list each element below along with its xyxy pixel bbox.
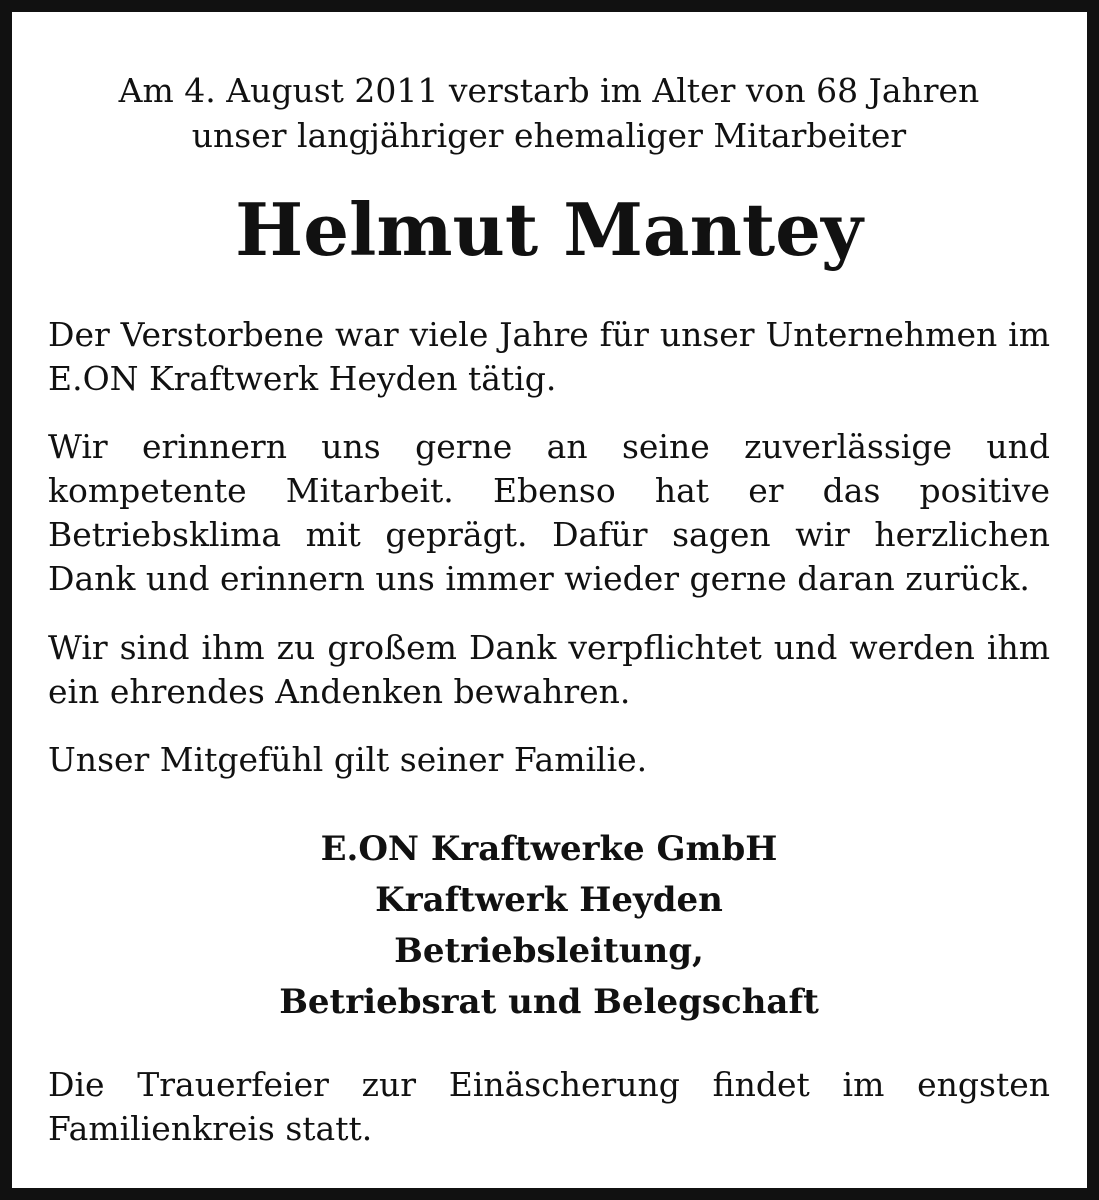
paragraph-tenure: Der Verstorbene war viele Jahre für unser Unternehmen im E.ON Kraftwerk Heyden tätig. bbox=[48, 315, 1050, 398]
signature-block bbox=[48, 824, 1050, 1028]
intro-text bbox=[48, 68, 1050, 158]
paragraph-gratitude: Wir sind ihm zu großem Dank verpflichtet und werden ihm ein ehrendes Andenken bewahren. bbox=[48, 628, 1050, 711]
deceased-name: Helmut Mantey bbox=[235, 187, 863, 272]
funeral-notice: Die Trauerfeier zur Einäscherung findet im engsten Familienkreis statt. bbox=[48, 1065, 1050, 1148]
signature-company: E.ON Kraftwerke GmbH bbox=[320, 829, 778, 869]
signature-staff: Betriebsrat und Belegschaft bbox=[279, 982, 819, 1022]
signature-plant: Kraftwerk Heyden bbox=[375, 880, 723, 920]
intro-line: unser langjähriger ehemaliger Mitarbeiter bbox=[191, 116, 907, 155]
intro-line: Am 4. August 2011 verstarb im Alter von 68 Jahren bbox=[118, 71, 980, 110]
paragraph-condolence: Unser Mitgefühl gilt seiner Familie. bbox=[48, 740, 648, 779]
paragraph-remembrance: Wir erinnern uns gerne an seine zuverlässige und kompetente Mitarbeit. Ebenso hat er das positive Betriebsklima mit geprägt. Dafür sagen wir herzlichen Dank und erinnern uns immer wieder gerne daran zurück. bbox=[48, 427, 1050, 598]
signature-management: Betriebsleitung, bbox=[394, 931, 704, 971]
obituary-notice bbox=[48, 68, 1050, 158]
